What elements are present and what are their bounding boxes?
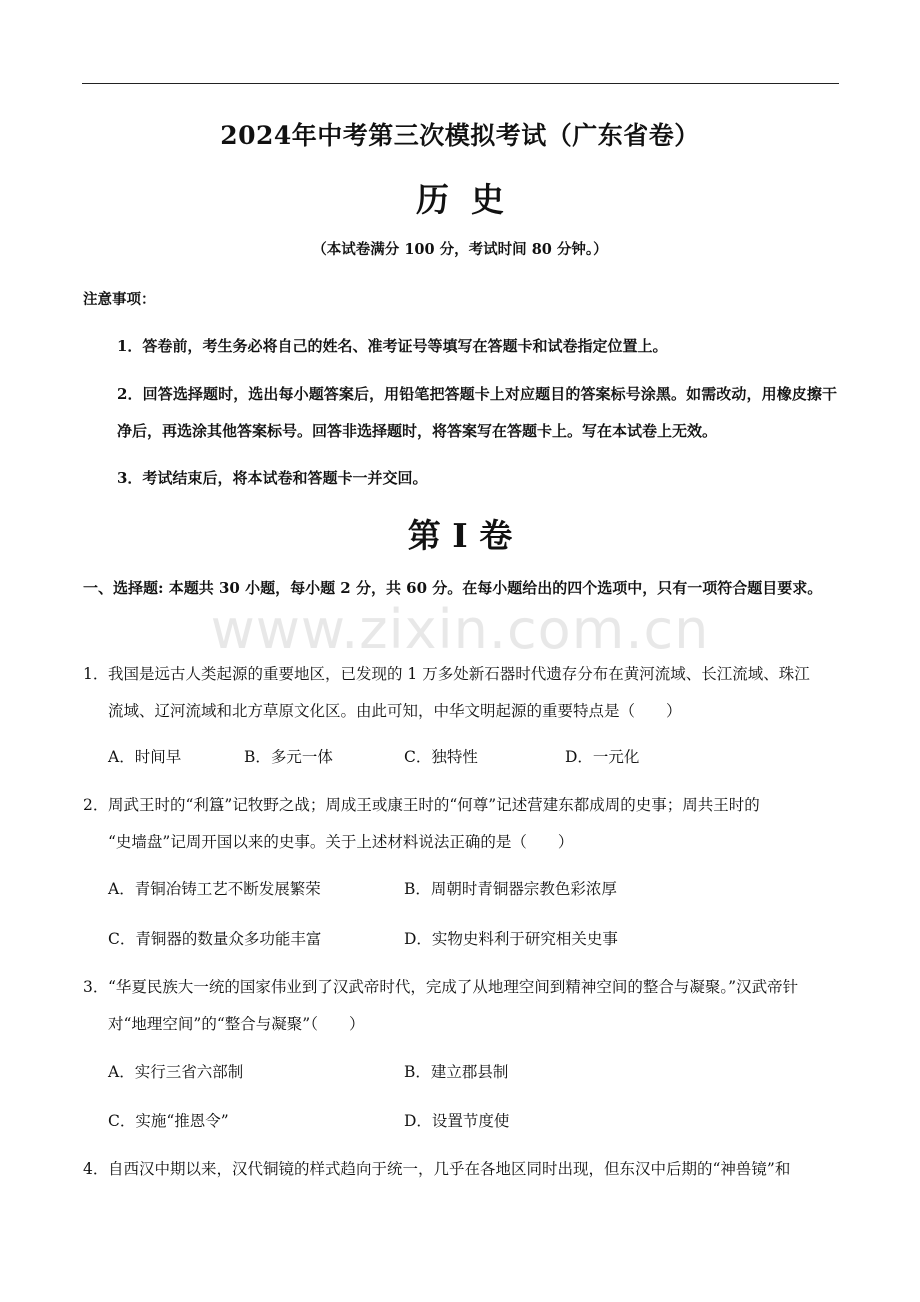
question-text: 自西汉中期以来，汉代铜镜的样式趋向于统一，几乎在各地区同时出现，但东汉中后期的“神兽镜”和 bbox=[108, 1160, 791, 1178]
notice-item: 3．考试结束后，将本试卷和答题卡一并交回。 bbox=[117, 469, 428, 487]
option-d: D．实物史料利于研究相关史事 bbox=[404, 930, 618, 948]
question-number: 4． bbox=[83, 1160, 109, 1178]
option-a: A．时间早 bbox=[108, 748, 182, 766]
question-number: 1． bbox=[83, 665, 109, 683]
option-a: A．青铜冶铸工艺不断发展繁荣 bbox=[108, 880, 321, 898]
question-number: 2． bbox=[83, 796, 109, 814]
subject-title: 历史 bbox=[416, 180, 526, 219]
question-text: “华夏民族大一统的国家伟业到了汉武帝时代，完成了从地理空间到精神空间的整合与凝聚。”汉武帝针 bbox=[108, 978, 799, 996]
question-text: 对“地理空间”的“整合与凝聚”（ ） bbox=[108, 1015, 365, 1033]
part-title: 第 I 卷 bbox=[407, 516, 513, 555]
question-text: 我国是远古人类起源的重要地区，已发现的 1 万多处新石器时代遗存分布在黄河流域、长江流域、珠江 bbox=[108, 665, 810, 683]
section-intro: 一、选择题: 本题共 30 小题，每小题 2 分，共 60 分。在每小题给出的四个选项中，只有一项符合题目要求。 bbox=[83, 579, 823, 597]
option-b: B．建立郡县制 bbox=[404, 1063, 509, 1081]
option-d: D．设置节度使 bbox=[404, 1112, 510, 1130]
option-c: C．实施“推恩令” bbox=[108, 1112, 229, 1130]
option-a: A．实行三省六部制 bbox=[108, 1063, 244, 1081]
notice-heading: 注意事项： bbox=[83, 291, 156, 308]
notice-item: 1．答卷前，考生务必将自己的姓名、准考证号等填写在答题卡和试卷指定位置上。 bbox=[117, 337, 668, 355]
score-note: （本试卷满分 100 分，考试时间 80 分钟。） bbox=[312, 241, 608, 258]
option-c: C．青铜器的数量众多功能丰富 bbox=[108, 930, 322, 948]
question-text: 流域、辽河流域和北方草原文化区。由此可知，中华文明起源的重要特点是（ ） bbox=[108, 702, 682, 720]
question-text: 周武王时的“利簋”记牧野之战；周成王或康王时的“何尊”记述营建东都成周的史事；周共王时的 bbox=[108, 796, 760, 814]
question-number: 3． bbox=[83, 978, 109, 996]
watermark: www.zixin.com.cn bbox=[210, 598, 710, 661]
header-rule bbox=[82, 83, 839, 84]
question-2 bbox=[83, 787, 838, 861]
notice-item: 2．回答选择题时，选出每小题答案后，用铅笔把答题卡上对应题目的答案标号涂黑。如需改动，用橡皮擦干净后，再选涂其他答案标号。回答非选择题时，将答案写在答题卡上。写在本试卷上无效。 bbox=[117, 385, 837, 440]
question-text: “史墙盘”记周开国以来的史事。关于上述材料说法正确的是（ ） bbox=[108, 833, 574, 851]
option-b: B．多元一体 bbox=[244, 748, 333, 766]
exam-title: 2024年中考第三次模拟考试（广东省卷） bbox=[220, 121, 700, 150]
question-1 bbox=[83, 656, 838, 730]
option-d: D．一元化 bbox=[565, 748, 640, 766]
question-3 bbox=[83, 969, 838, 1043]
option-c: C．独特性 bbox=[404, 748, 478, 766]
question-4 bbox=[83, 1151, 838, 1188]
option-b: B．周朝时青铜器宗教色彩浓厚 bbox=[404, 880, 617, 898]
